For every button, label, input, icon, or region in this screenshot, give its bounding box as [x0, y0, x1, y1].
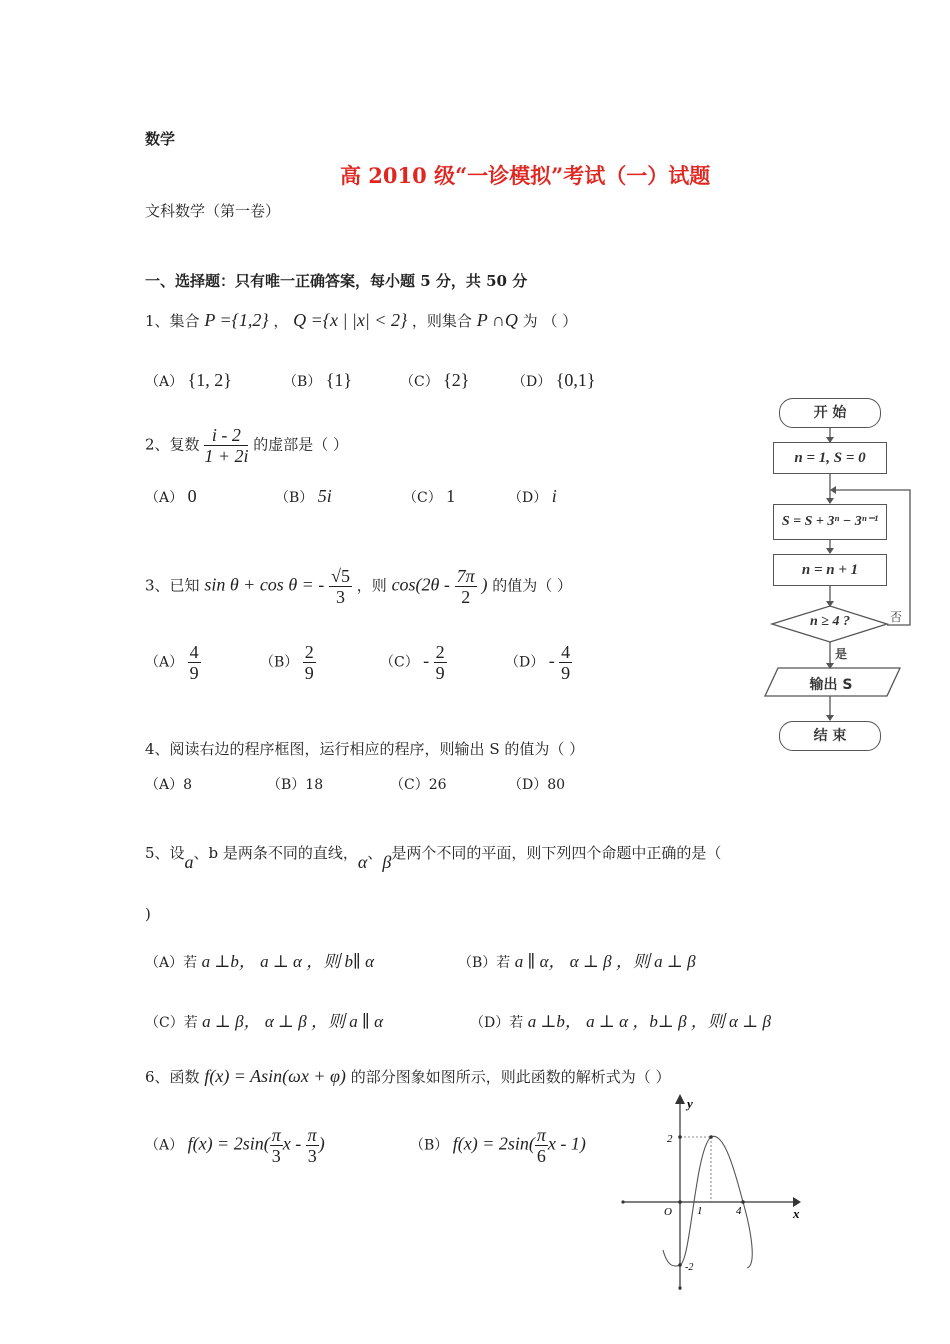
section-heading: 一、选择题：只有唯一正确答案，每小题 5 分，共 50 分 [145, 272, 528, 290]
q4-option-b: （B）18 [267, 777, 324, 793]
q5-option-d: （D）若 a ⊥b， a ⊥ α ，b⊥ β ，则 α ⊥ β [470, 1012, 771, 1031]
q1-mid: ，则集合 [411, 312, 472, 330]
question-4: 4、阅读右边的程序框图，运行相应的程序，则输出 S 的值为（ ） [145, 740, 585, 758]
flowchart-update-s: S = S + 3ⁿ − 3ⁿ⁻¹ [773, 504, 887, 540]
q1-set-q: Q ={x | |x| < 2} [293, 310, 408, 330]
tick-label-2: 2 [667, 1133, 673, 1145]
y-axis-arrow-icon [675, 1094, 685, 1104]
q3-option-c: （C） - $\frac{2}{9}$ [380, 642, 445, 683]
q6-function: f(x) = Asin(ωx + φ) [204, 1066, 346, 1086]
tick-label-4: 4 [736, 1205, 742, 1217]
flowchart-init: n = 1, S = 0 [773, 442, 887, 474]
question-5: 5、设a、b 是两条不同的直线，α、β是两个不同的平面，则下列四个命题中正确的是（ [145, 844, 722, 872]
q2-fraction: $\frac{i - 2}{1 + 2i}$ [204, 425, 249, 466]
q3-rhs-fraction: $\frac{√5}{3}$ [331, 566, 350, 607]
flowchart-condition: n ≥ 4 ? [810, 614, 850, 629]
tick-label-1: 1 [697, 1205, 703, 1217]
q1-prefix: 1、集合 [145, 312, 200, 330]
q4-option-a: （A）8 [145, 777, 193, 793]
q1-expression: P ∩Q [476, 310, 518, 330]
q2-option-c: （C） 1 [403, 486, 456, 506]
q1-option-a: （A） {1, 2} [145, 370, 232, 390]
q5-option-b: （B）若 a ∥ α， α ⊥ β ，则 a ⊥ β [458, 952, 696, 971]
question-1 [145, 310, 577, 331]
q4-option-c: （C）26 [390, 777, 447, 793]
flowchart-output: 输出 S [809, 677, 853, 693]
q1-suffix: 为 （ ） [522, 312, 578, 330]
q2-option-a: （A） 0 [145, 486, 197, 506]
question-6: 6、函数 f(x) = Asin(ωx + φ) 的部分图象如图所示，则此函数的解析式为（ ） [145, 1066, 671, 1086]
q1-option-d: （D） {0,1} [512, 370, 596, 390]
origin-label: O [664, 1206, 672, 1218]
flowchart-start: 开 始 [779, 398, 881, 428]
y-axis-label: y [687, 1096, 693, 1111]
q3-option-d: （D） - $\frac{4}{9}$ [505, 642, 571, 683]
q3-expr-fraction: $\frac{7\pi}{2}$ [456, 566, 475, 607]
q5-option-c: （C）若 a ⊥ β， α ⊥ β ，则 a ∥ α [145, 1012, 384, 1031]
q2-option-d: （D） i [508, 486, 557, 506]
q3-mid: ，则 [356, 576, 387, 595]
flowchart-yes-label: 是 [835, 647, 848, 661]
q3-expr-a: cos(2θ - [391, 574, 450, 595]
flowchart-end: 结 束 [779, 721, 881, 751]
q2-option-b: （B） 5i [275, 486, 332, 506]
subject-label: 数学 [145, 130, 176, 148]
flowchart-no-label: 否 [890, 610, 903, 624]
q3-suffix: 的值为（ ） [492, 576, 573, 595]
exam-subtitle: 文科数学（第一卷） [145, 202, 281, 220]
tick-label-neg2: -2 [685, 1262, 694, 1273]
q3-lhs: sin θ + cos θ = - [204, 574, 325, 595]
q3-option-b: （B） $\frac{2}{9}$ [260, 642, 314, 683]
q3-prefix: 3、已知 [145, 576, 200, 595]
q5-close-paren: ) [145, 905, 151, 923]
q2-prefix: 2、复数 [145, 435, 200, 454]
q1-option-c: （C） {2} [400, 370, 470, 390]
x-axis-label: x [793, 1206, 800, 1221]
q1-set-p: P ={1,2} [204, 310, 269, 330]
flowchart-update-n: n = n + 1 [773, 554, 887, 586]
question-3 [145, 566, 572, 607]
program-flowchart [760, 390, 940, 765]
question-2 [145, 425, 348, 466]
function-graph [615, 1090, 815, 1300]
q1-option-b: （B） {1} [283, 370, 353, 390]
exam-title: 高 2010 级“一诊模拟”考试（一）试题 [340, 163, 711, 188]
q3-option-a: （A） $\frac{4}{9}$ [145, 642, 199, 683]
q1-sep: ， [273, 312, 289, 330]
q4-option-d: （D）80 [508, 777, 566, 793]
q3-expr-b: ) [481, 574, 488, 595]
q6-option-a: （A） f(x) = 2sin( $\frac{\pi}{3}$ x - $\frac{\pi}{3}$ ) [145, 1125, 325, 1166]
q5-option-a: （A）若 a ⊥b， a ⊥ α ，则 b∥ α [145, 952, 375, 971]
q6-option-b: （B） f(x) = 2sin( $\frac{\pi}{6}$ x - 1) [410, 1125, 586, 1166]
q2-suffix: 的虚部是（ ） [253, 435, 349, 454]
